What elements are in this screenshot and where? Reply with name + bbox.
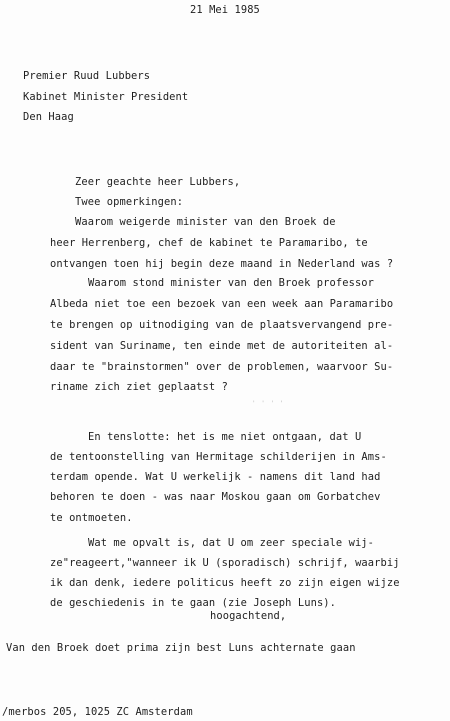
paragraph-4-line-4: de geschiedenis in te gaan (zie Joseph Luns).	[50, 597, 337, 609]
paragraph-4-line-1: Wat me opvalt is, dat U om zeer speciale wij-	[88, 537, 375, 549]
faint-mark: ' ' ' '	[252, 400, 285, 407]
paragraph-3-line-1: En tenslotte: het is me niet ontgaan, dat U	[88, 431, 362, 443]
paragraph-4-line-3: ik dan denk, iedere politicus heeft zo zijn eigen wijze	[50, 577, 400, 589]
paragraph-3-line-3: terdam opende. Wat U werkelijk - namens dit land had	[50, 471, 381, 483]
sender-address: /merbos 205, 1025 ZC Amsterdam	[2, 706, 193, 718]
paragraph-3-line-5: te ontmoeten.	[50, 512, 133, 524]
paragraph-1-line-2: heer Herrenberg, chef de kabinet te Paramaribo, te	[50, 237, 368, 249]
paragraph-2-line-2: Albeda niet toe een bezoek van een week aan Paramaribo	[50, 298, 394, 310]
letter-date: 21 Mei 1985	[190, 4, 260, 16]
paragraph-3-line-2: de tentoonstelling van Hermitage schilderijen in Ams-	[50, 451, 387, 463]
paragraph-3-line-4: behoren te doen - was naar Moskou gaan om Gorbatchev	[50, 491, 381, 503]
salutation: Zeer geachte heer Lubbers,	[75, 176, 241, 188]
closing: hoogachtend,	[210, 610, 287, 622]
recipient-line-1: Premier Ruud Lubbers	[23, 70, 151, 82]
paragraph-2-line-1: Waarom stond minister van den Broek professor	[88, 277, 375, 289]
postscript: Van den Broek doet prima zijn best Luns achternate gaan	[6, 642, 356, 654]
recipient-line-2: Kabinet Minister President	[23, 91, 189, 103]
paragraph-2-line-5: daar te "brainstormen" over de problemen, waarvoor Su-	[50, 361, 394, 373]
intro-line: Twee opmerkingen:	[75, 196, 184, 208]
paragraph-1-line-1: Waarom weigerde minister van den Broek de	[75, 216, 336, 228]
paragraph-2-line-4: sident van Suriname, ten einde met de autoriteiten al-	[50, 340, 394, 352]
paragraph-4-line-2: ze"reageert,"wanneer ik U (sporadisch) schrijf, waarbij	[50, 557, 400, 569]
paragraph-1-line-3: ontvangen toen hij begin deze maand in Nederland was ?	[50, 258, 394, 270]
recipient-line-3: Den Haag	[23, 111, 74, 123]
paragraph-2-line-3: te brengen op uitnodiging van de plaatsvervangend pre-	[50, 319, 394, 331]
paragraph-2-line-6: riname zich ziet geplaatst ?	[50, 381, 228, 393]
